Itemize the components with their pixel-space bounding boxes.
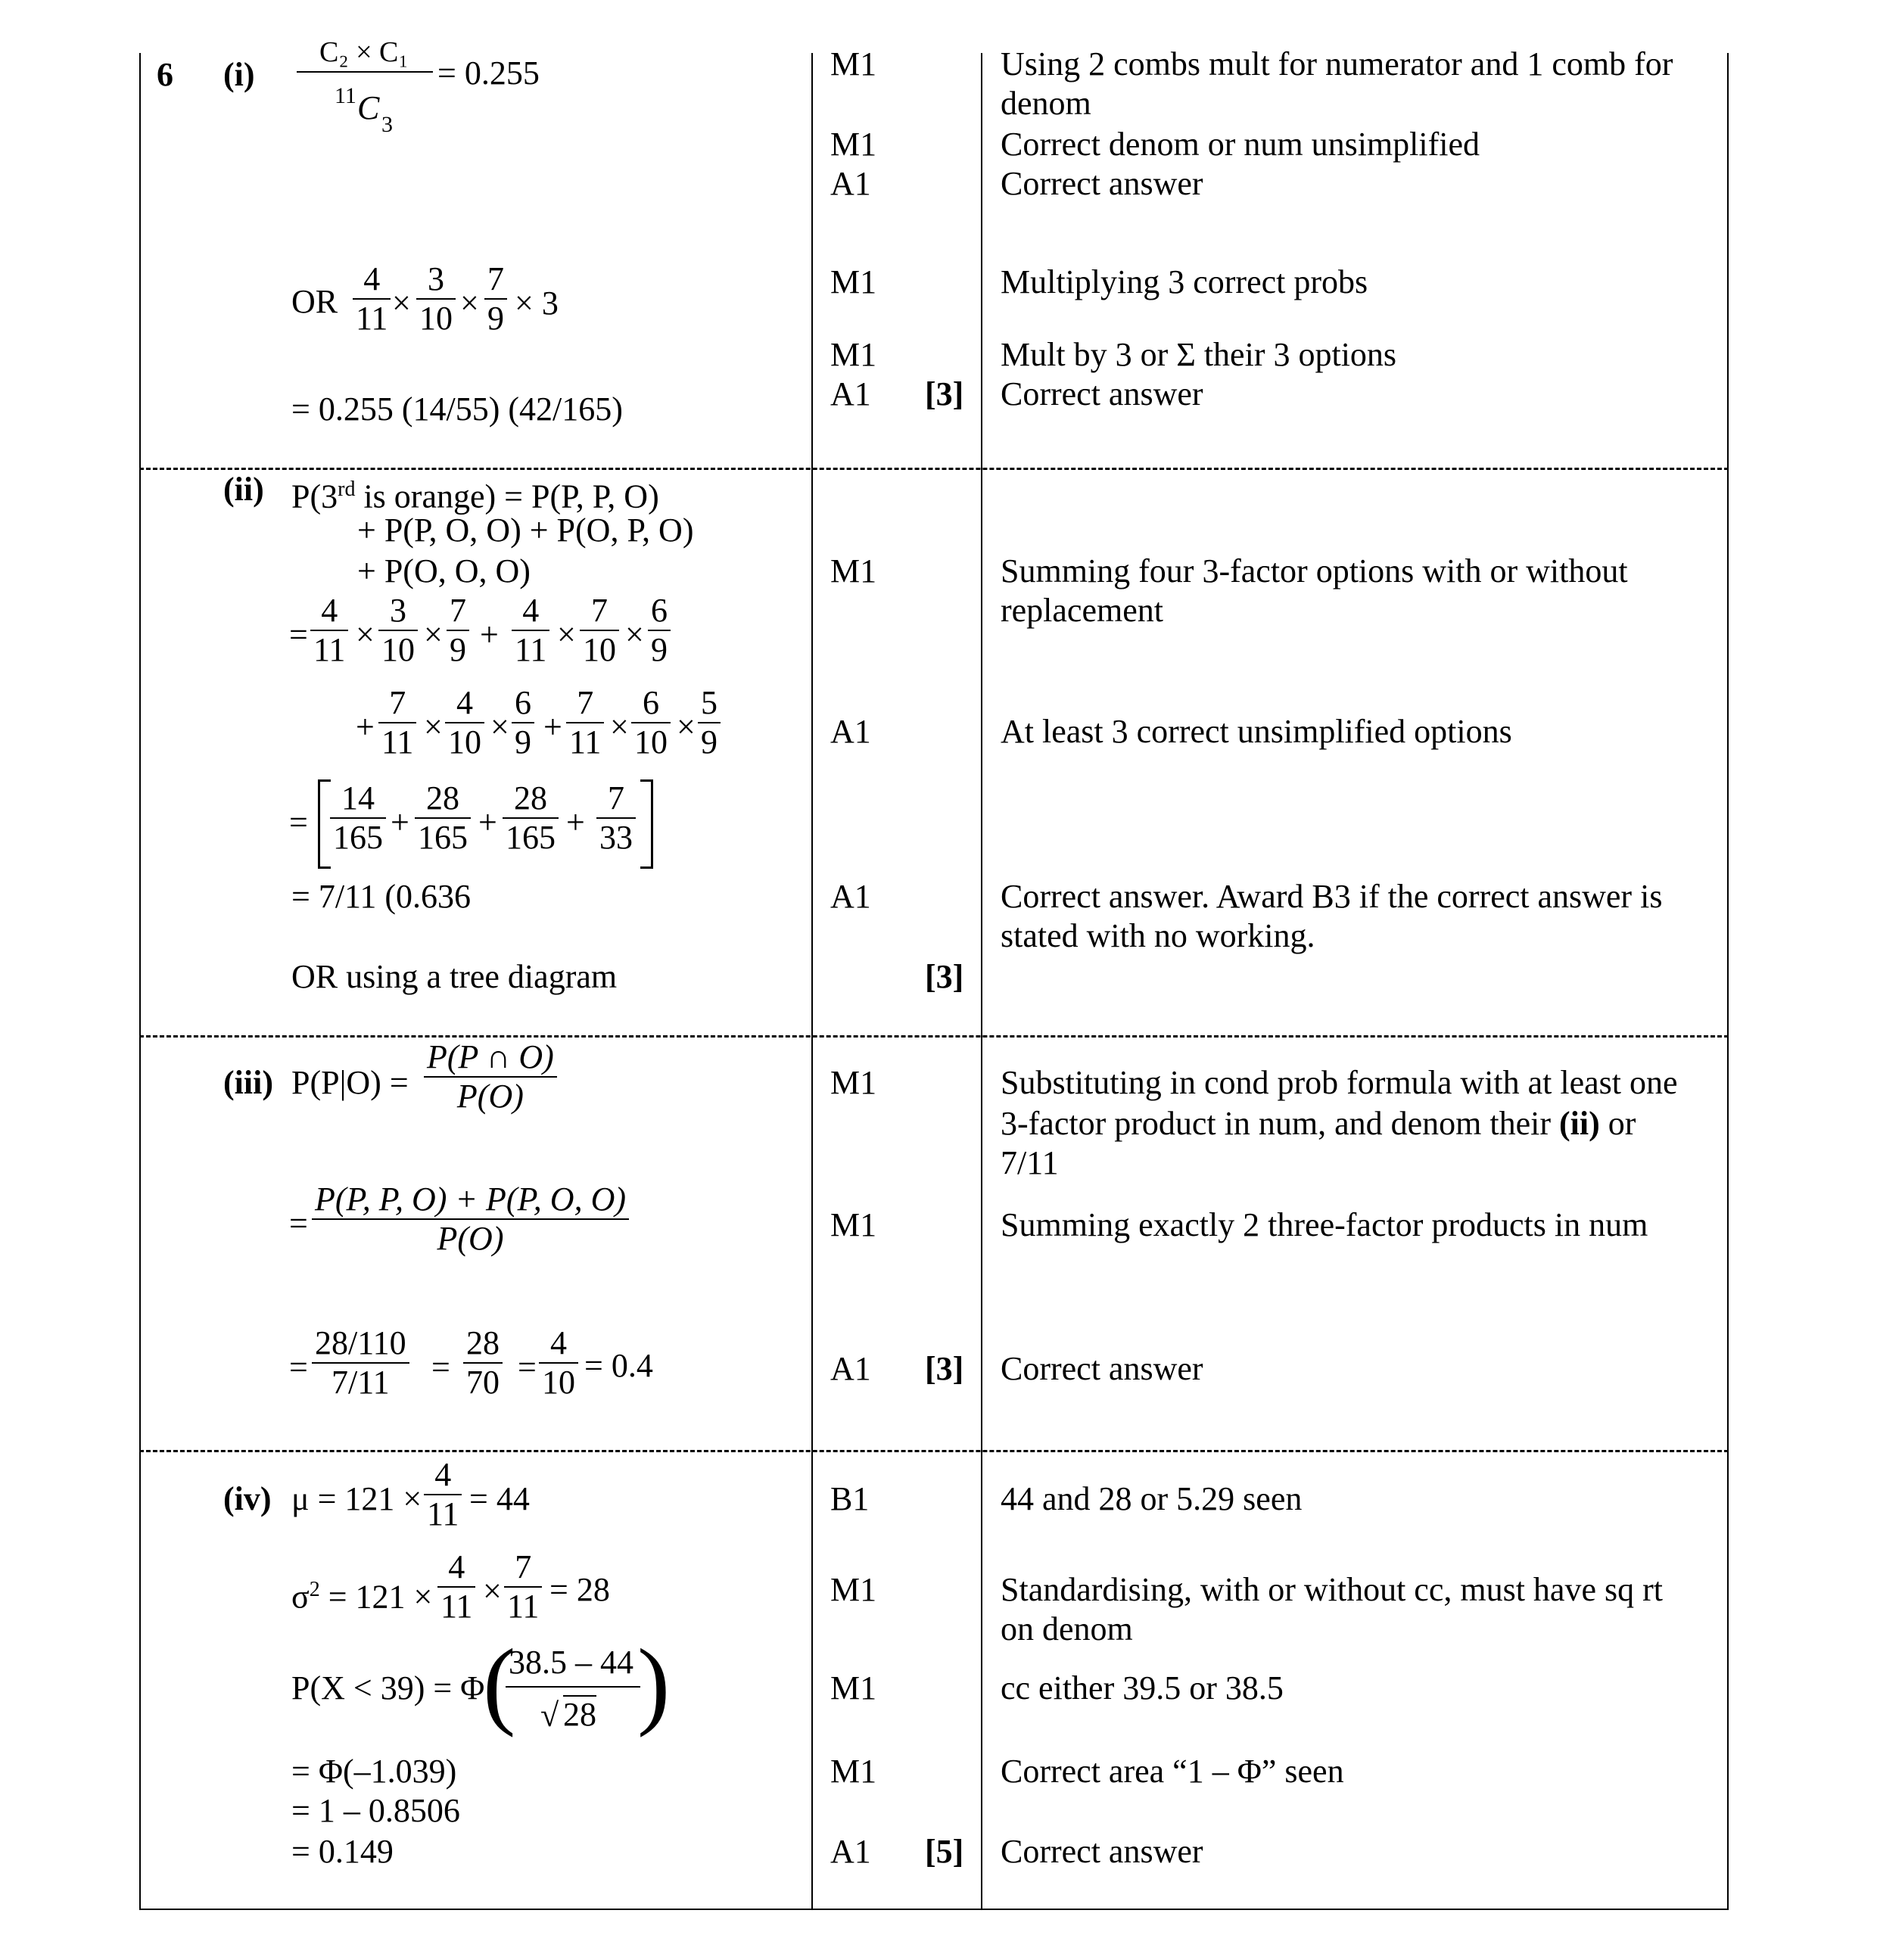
combination-denominator-prefix: 11 xyxy=(335,83,356,108)
part-i-combination-fraction xyxy=(297,38,433,136)
mark: M1 xyxy=(830,1669,877,1706)
combination-denominator-sub: 3 xyxy=(381,112,393,137)
standardise-denominator: 28 xyxy=(563,1696,596,1733)
part-ii-line2: + P(P, O, O) + P(O, P, O) xyxy=(357,512,694,549)
part-i-total: [3] xyxy=(925,375,964,412)
fraction: $\frac{7}{11}$ xyxy=(504,1548,542,1626)
part-ii-line3: + P(O, O, O) xyxy=(357,552,531,590)
guidance-note: Correct denom or num unsimplified xyxy=(1001,126,1480,163)
mark: A1 xyxy=(830,165,871,202)
mark: M1 xyxy=(830,1206,877,1243)
fraction: $\frac{6}{9}$ xyxy=(648,592,671,669)
part-iii-label: (iii) xyxy=(223,1064,273,1101)
right-bracket xyxy=(640,779,653,869)
guidance-note: Summing four 3-factor options with or without xyxy=(1001,552,1628,590)
mark-scheme-page: 6 (i) C₂ × C₁ 11 C 3 = 0.255 OR $\frac{4}{11}$ × $\frac{3}{10}$ × $\frac{7}{9}$ × 3 = 0.255 (14/55) (42/165) M1 M1 A1 M1 M1 A1 [3] Using 2 combs mult for numerator and 1 comb for denom Correct denom or num unsimplified Correct answer Multiplying 3 correct probs Mult by 3 or Σ their 3 options Correct answer (ii) P(3rd is orange) = P(P, P, O) + P(P, O, O) + P(O, P, O) + P(O, O, O) = $\frac{4}{11}$ × $\frac{3}{10}$ × $\frac{7}{9}$ + $\frac{4}{11}$ × $\frac{7}{10}$ × $\frac{6}{9}$ + $\frac{7}{11}$ × $\frac{4}{10}$ × $\frac{6}{9}$ + $\frac{7}{11}$ × $\frac{6}{10}$ × $\frac{5}{9}$ = $\frac{14}{165}$ + $\frac{28}{165}$ + $\frac{28}{165}$ + $\frac{7}{33}$ = 7/11 (0.636 OR using a tree diagram M1 A1 A1 [3] Summing four 3-factor options with or without replacement At least 3 correct unsimplified options Correct answer. Award B3 if the correct answer is stated with no working. (iii) P(P|O) = $\frac{P(P \cap O)}{P(O)}$ = $\frac{P(P, P, O) + P(P, O, O)}{P(O)}$ = $\frac{28/110}{7/11}$ = $\frac{28}{70}$ = $\frac{4}{10}$ = 0.4 M1 M1 A1 [3] Substituting in cond prob formula with at least one 3-factor product in num, and denom their (ii) or 7/11 Summing exactly 2 three-factor products in num Correct answer (iv) μ = 121 × $\frac{4}{11}$ = 44 $\sigma^2 = 121$ × $\frac{4}{11}$ × $\frac{7}{11}$ = 28 P(X < 39) = Φ ( 38.5 – 44 √ 28 ) = Φ(–1.039) = 1 – 0.8506 = 0.149 B1 M1 M1 M1 A1 [5] 44 and 28 or 5.29 seen Standardising, with or without cc, must have sq rt on denom cc either 39.5 or 38.5 Correct area “1 – Φ” seen Correct answer xyxy=(0,0,1877,1960)
mark: A1 xyxy=(830,1350,871,1387)
fraction: $\frac{7}{9}$ xyxy=(484,260,507,338)
conditional-fraction: $\frac{P(P \cap O)}{P(O)}$ xyxy=(424,1038,557,1115)
mark: A1 xyxy=(830,1833,871,1870)
guidance-note: 44 and 28 or 5.29 seen xyxy=(1001,1480,1303,1517)
part-iv-step1: = Φ(–1.039) xyxy=(291,1753,457,1790)
fraction: $\frac{4}{11}$ xyxy=(353,260,391,338)
fraction: $\frac{28/110}{7/11}$ xyxy=(312,1324,409,1402)
fraction: $\frac{28}{70}$ xyxy=(463,1324,503,1402)
fraction: $\frac{5}{9}$ xyxy=(698,684,721,761)
mark: M1 xyxy=(830,263,877,300)
fraction: $\frac{14}{165}$ xyxy=(330,779,386,857)
mark: A1 xyxy=(830,375,871,412)
mark: M1 xyxy=(830,552,877,590)
column-divider-marks xyxy=(811,53,813,1910)
part-ii-result: = 7/11 (0.636 xyxy=(291,878,472,915)
mark: B1 xyxy=(830,1480,870,1517)
guidance-note: Multiplying 3 correct probs xyxy=(1001,263,1368,300)
fraction: $\frac{4}{11}$ xyxy=(424,1456,462,1533)
guidance-note: cc either 39.5 or 38.5 xyxy=(1001,1669,1284,1706)
conditional-lhs: P(P|O) = xyxy=(291,1064,409,1101)
fraction: $\frac{7}{9}$ xyxy=(447,592,469,669)
table-border-bottom xyxy=(139,1909,1729,1910)
guidance-note: Using 2 combs mult for numerator and 1 comb for xyxy=(1001,45,1673,82)
mark: M1 xyxy=(830,126,877,163)
variance-lhs: $\sigma^2 = 121$ × xyxy=(291,1578,433,1616)
part-i-label: (i) xyxy=(223,56,255,93)
fraction: $\frac{4}{11}$ xyxy=(512,592,549,669)
fraction: $\frac{6}{10}$ xyxy=(631,684,671,761)
guidance-note: 7/11 xyxy=(1001,1144,1059,1181)
fraction: $\frac{4}{11}$ xyxy=(437,1548,475,1626)
guidance-note: At least 3 correct unsimplified options xyxy=(1001,713,1512,750)
times-sign: × xyxy=(392,285,411,322)
fraction: $\frac{7}{11}$ xyxy=(566,684,604,761)
guidance-note: Correct answer xyxy=(1001,1833,1203,1870)
fraction: $\frac{3}{10}$ xyxy=(416,260,456,338)
guidance-note: Standardising, with or without cc, must have sq rt xyxy=(1001,1571,1663,1608)
times-sign: × xyxy=(460,285,479,322)
part-ii-tree-note: OR using a tree diagram xyxy=(291,958,618,995)
guidance-note: Correct answer xyxy=(1001,165,1203,202)
part-iv-step3: = 0.149 xyxy=(291,1833,394,1870)
guidance-note: 3-factor product in num, and denom their (ii) or xyxy=(1001,1105,1636,1142)
fraction: $\frac{7}{33}$ xyxy=(596,779,636,857)
part-iv-label: (iv) xyxy=(223,1480,272,1517)
part-ii-label: (ii) xyxy=(223,471,264,508)
table-border-right xyxy=(1727,53,1729,1910)
mark: M1 xyxy=(830,1064,877,1101)
question-number: 6 xyxy=(157,56,173,93)
part-i-result: = 0.255 xyxy=(437,54,540,92)
mark: A1 xyxy=(830,713,871,750)
mark: M1 xyxy=(830,1571,877,1608)
part-iv-total: [5] xyxy=(925,1833,964,1870)
mean-rhs: = 44 xyxy=(469,1480,530,1517)
left-paren: ( xyxy=(483,1629,516,1738)
mark: M1 xyxy=(830,336,877,373)
guidance-note: Substituting in cond prob formula with at least one xyxy=(1001,1064,1678,1101)
guidance-note: Correct answer xyxy=(1001,375,1203,412)
part-iii-result: = 0.4 xyxy=(584,1347,653,1384)
mark: M1 xyxy=(830,1753,877,1790)
mark: A1 xyxy=(830,878,871,915)
times-three: × 3 xyxy=(515,285,559,322)
guidance-note: Correct answer xyxy=(1001,1350,1203,1387)
guidance-note: on denom xyxy=(1001,1610,1133,1647)
fraction: $\frac{28}{165}$ xyxy=(503,779,559,857)
fraction: $\frac{4}{10}$ xyxy=(445,684,484,761)
column-divider-notes xyxy=(981,53,982,1910)
table-border-left xyxy=(139,53,141,1910)
fraction: $\frac{3}{10}$ xyxy=(378,592,418,669)
part-i-or-label: OR xyxy=(291,283,338,320)
fraction: $\frac{6}{9}$ xyxy=(512,684,534,761)
combination-denominator: C xyxy=(357,89,380,126)
part-iii-total: [3] xyxy=(925,1350,964,1387)
guidance-note: stated with no working. xyxy=(1001,917,1315,954)
part-i-final: = 0.255 (14/55) (42/165) xyxy=(291,390,623,428)
fraction: $\frac{7}{11}$ xyxy=(378,684,416,761)
guidance-note: Correct answer. Award B3 if the correct answer is xyxy=(1001,878,1663,915)
variance-rhs: = 28 xyxy=(549,1571,610,1608)
left-bracket xyxy=(318,779,331,869)
part-ii-total: [3] xyxy=(925,958,964,995)
mark: M1 xyxy=(830,45,877,82)
divider-ii-iii xyxy=(139,1035,1729,1038)
fraction-bar xyxy=(506,1686,640,1688)
fraction: $\frac{4}{11}$ xyxy=(310,592,348,669)
combination-numerator: C₂ × C₁ xyxy=(319,36,409,68)
sum-fraction: $\frac{P(P, P, O) + P(P, O, O)}{P(O)}$ xyxy=(312,1181,629,1258)
guidance-note: denom xyxy=(1001,85,1091,122)
guidance-note: Summing exactly 2 three-factor products in num xyxy=(1001,1206,1648,1243)
divider-iii-iv xyxy=(139,1450,1729,1452)
right-paren: ) xyxy=(637,1629,671,1738)
sqrt-sign: √ xyxy=(540,1697,559,1734)
fraction: $\frac{7}{10}$ xyxy=(580,592,619,669)
mean-lhs: μ = 121 × xyxy=(291,1480,422,1517)
part-ii-line1: P(3rd is orange) = P(P, P, O) xyxy=(291,478,659,515)
guidance-note: replacement xyxy=(1001,592,1163,629)
probability-lhs: P(X < 39) = Φ xyxy=(291,1669,485,1706)
fraction: $\frac{4}{10}$ xyxy=(539,1324,578,1402)
guidance-note: Correct area “1 – Φ” seen xyxy=(1001,1753,1344,1790)
part-iv-step2: = 1 – 0.8506 xyxy=(291,1792,460,1829)
guidance-note: Mult by 3 or Σ their 3 options xyxy=(1001,336,1397,373)
fraction: $\frac{28}{165}$ xyxy=(415,779,471,857)
standardise-numerator: 38.5 – 44 xyxy=(509,1644,633,1681)
